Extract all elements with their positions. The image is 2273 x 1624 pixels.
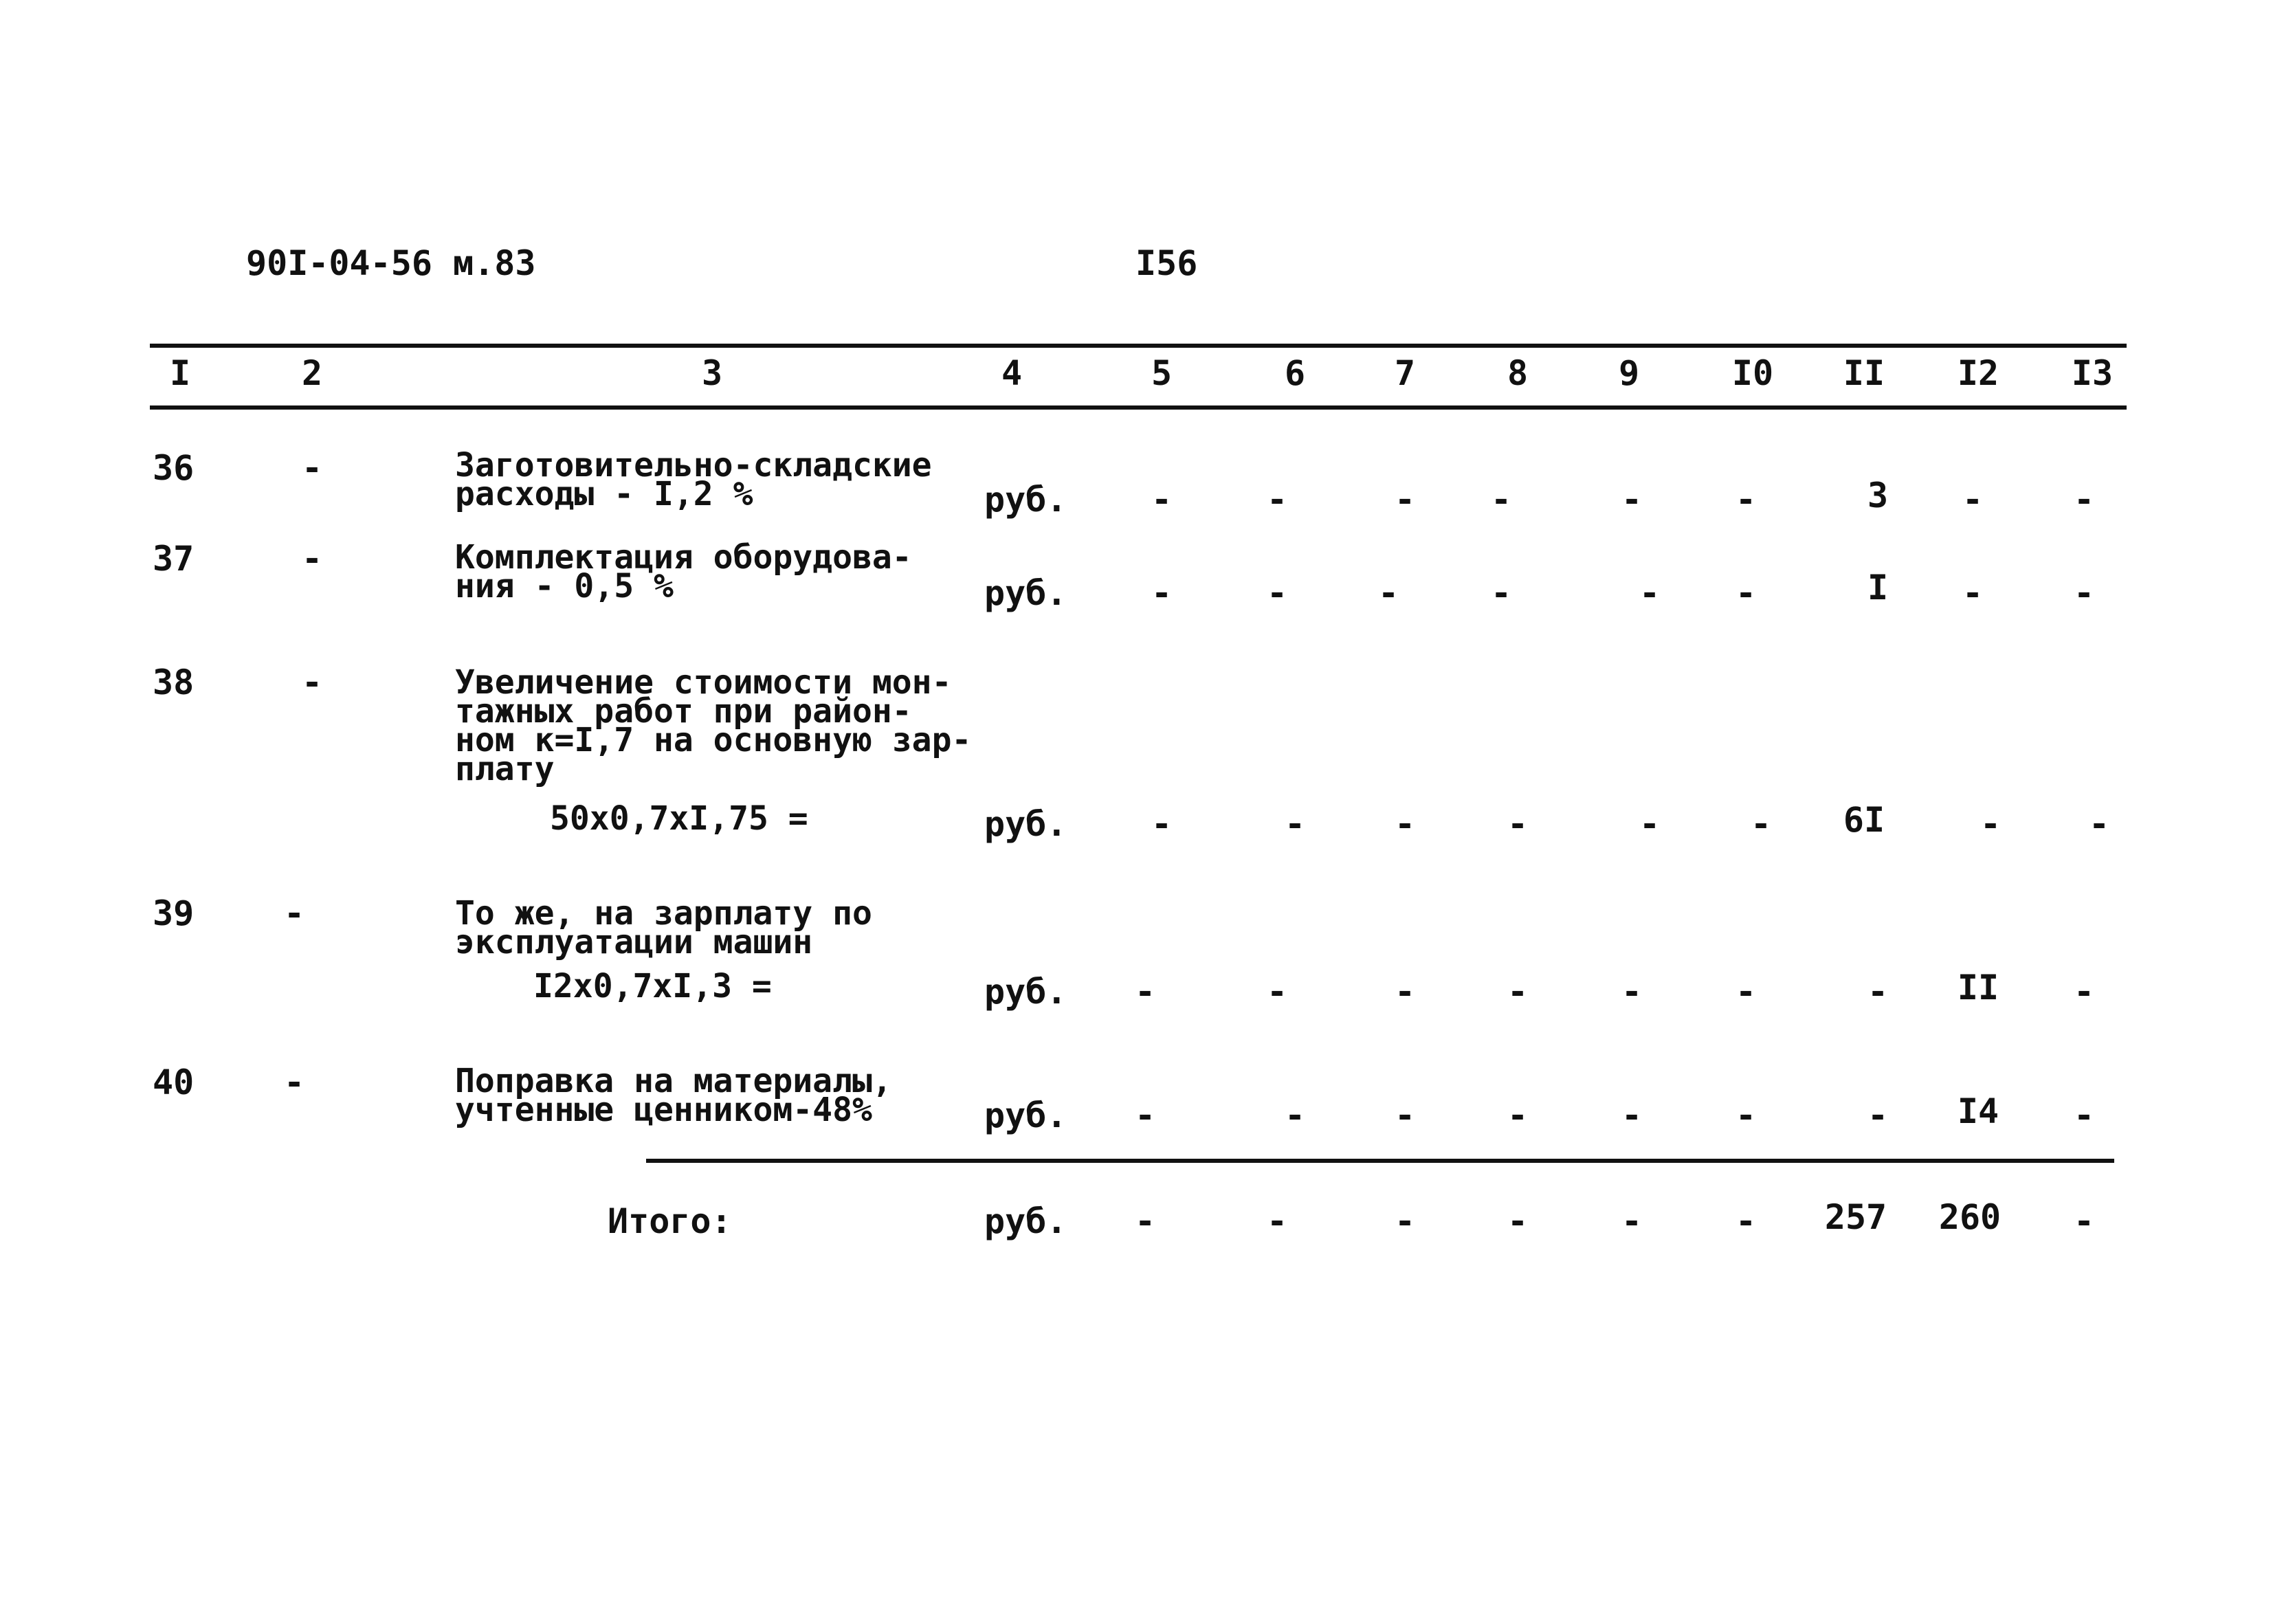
column-header: 2: [301, 353, 323, 393]
row-value: -: [1151, 573, 1173, 613]
row-value: -: [2088, 804, 2110, 844]
document-code: 90I-04-56 м.83: [246, 243, 536, 283]
row-value: -: [1266, 480, 1288, 520]
total-separator-rule: [646, 1159, 2114, 1163]
column-header: 5: [1151, 353, 1173, 393]
row-description-line: учтенные ценником-48%: [455, 1091, 872, 1129]
row-description-line: Комплектация оборудова-: [455, 538, 912, 577]
row-value: -: [1394, 804, 1416, 844]
column-header: I: [169, 353, 191, 393]
row-value: -: [1284, 804, 1306, 844]
column-header: 6: [1284, 353, 1306, 393]
column-header: 9: [1618, 353, 1640, 393]
row-unit: руб.: [984, 1095, 1067, 1135]
row-value: -: [2073, 480, 2095, 520]
row-value: -: [1735, 1095, 1757, 1135]
row-value: -: [1980, 804, 2002, 844]
row-formula: I2х0,7хI,3 =: [533, 967, 772, 1005]
total-label: Итого:: [608, 1201, 732, 1241]
total-value: -: [1735, 1201, 1757, 1241]
column-header: I2: [1957, 353, 1999, 393]
row-number: 40: [153, 1063, 195, 1102]
total-value: -: [1621, 1201, 1643, 1241]
row-value: I: [1867, 568, 1889, 608]
row-col2-value: -: [283, 1063, 305, 1102]
row-description-line: ном к=I,7 на основную зар-: [455, 721, 972, 759]
row-description-line: Увеличение стоимости мон-: [455, 663, 952, 702]
row-value: -: [1394, 972, 1416, 1012]
row-value: -: [1394, 1095, 1416, 1135]
row-number: 38: [153, 663, 195, 702]
row-col2-value: -: [283, 893, 305, 933]
row-value: -: [1735, 480, 1757, 520]
row-description-line: ния - 0,5 %: [455, 567, 674, 605]
row-value: -: [1490, 573, 1512, 613]
column-header: I0: [1731, 353, 1774, 393]
row-unit: руб.: [984, 480, 1067, 520]
column-header: II: [1843, 353, 1885, 393]
row-value: -: [1377, 573, 1399, 613]
row-description-line: эксплуатации машин: [455, 923, 813, 961]
row-value: -: [1962, 573, 1984, 613]
column-header: I3: [2071, 353, 2114, 393]
row-value: I4: [1957, 1091, 1999, 1131]
row-description-line: То же, на зарплату по: [455, 894, 872, 933]
row-value: 6I: [1843, 800, 1885, 840]
column-header: 3: [701, 353, 723, 393]
row-value: -: [1394, 480, 1416, 520]
row-number: 37: [153, 539, 195, 579]
row-value: -: [1266, 972, 1288, 1012]
total-value: 257: [1824, 1197, 1887, 1237]
page-number: I56: [1135, 243, 1198, 283]
row-value: -: [1962, 480, 1984, 520]
row-formula: 50х0,7хI,75 =: [550, 799, 808, 838]
total-value: -: [1394, 1201, 1416, 1241]
column-header: 7: [1394, 353, 1416, 393]
total-value: -: [1507, 1201, 1529, 1241]
row-col2-value: -: [301, 663, 323, 702]
row-description-line: расходы - I,2 %: [455, 475, 753, 513]
row-description-line: тажных работ при район-: [455, 692, 912, 731]
row-value: 3: [1867, 476, 1889, 515]
row-value: -: [1621, 480, 1643, 520]
row-value: -: [1639, 573, 1661, 613]
row-value: -: [1134, 1095, 1156, 1135]
row-value: -: [2073, 972, 2095, 1012]
row-col2-value: -: [301, 448, 323, 488]
row-value: -: [1507, 972, 1529, 1012]
row-value: -: [1735, 972, 1757, 1012]
row-value: -: [1735, 573, 1757, 613]
row-number: 39: [153, 893, 195, 933]
row-value: -: [1867, 972, 1889, 1012]
row-value: -: [1750, 804, 1772, 844]
row-value: -: [1151, 480, 1173, 520]
total-value: 260: [1938, 1197, 2002, 1237]
row-value: -: [2073, 1095, 2095, 1135]
row-value: -: [1621, 972, 1643, 1012]
row-value: -: [1151, 804, 1173, 844]
table-top-rule: [150, 344, 2127, 348]
row-value: -: [1134, 972, 1156, 1012]
total-value: -: [1266, 1201, 1288, 1241]
row-value: II: [1957, 968, 1999, 1008]
row-col2-value: -: [301, 539, 323, 579]
row-value: -: [1507, 804, 1529, 844]
row-value: -: [1621, 1095, 1643, 1135]
row-description-line: Поправка на материалы,: [455, 1062, 892, 1100]
row-value: -: [1266, 573, 1288, 613]
row-value: -: [1639, 804, 1661, 844]
row-value: -: [1507, 1095, 1529, 1135]
row-value: -: [1284, 1095, 1306, 1135]
row-description-line: плату: [455, 750, 555, 788]
row-unit: руб.: [984, 972, 1067, 1012]
column-header: 8: [1507, 353, 1529, 393]
row-description-line: Заготовительно-складские: [455, 446, 932, 485]
total-value: -: [1134, 1201, 1156, 1241]
row-value: -: [2073, 573, 2095, 613]
row-number: 36: [153, 448, 195, 488]
header-bottom-rule: [150, 405, 2127, 410]
row-unit: руб.: [984, 804, 1067, 844]
row-value: -: [1490, 480, 1512, 520]
row-value: -: [1867, 1095, 1889, 1135]
row-unit: руб.: [984, 573, 1067, 613]
column-header: 4: [1001, 353, 1023, 393]
total-unit: руб.: [984, 1201, 1067, 1241]
total-value: -: [2073, 1201, 2095, 1241]
